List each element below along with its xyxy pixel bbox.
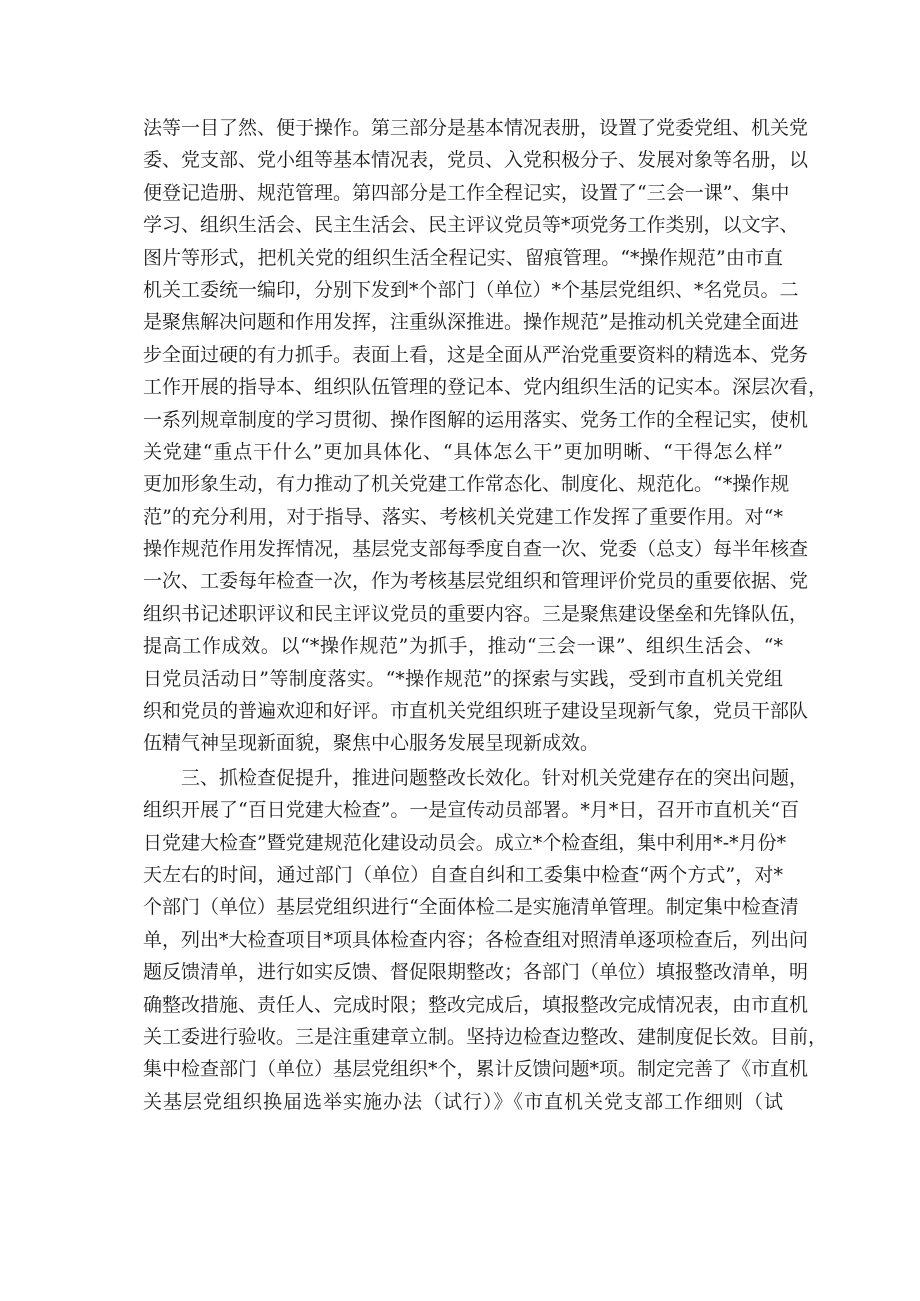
text-line: 一次、工委每年检查一次，作为考核基层党组织和管理评价党员的重要依据、党 bbox=[143, 570, 809, 593]
text-line: 委、党支部、党小组等基本情况表，党员、入党积极分子、发展对象等名册，以 bbox=[143, 149, 809, 172]
text-line: 组织开展了“百日党建大检查”。一是宣传动员部署。*月*日，召开市直机关“百 bbox=[143, 799, 800, 822]
text-line: 个部门（单位）基层党组织进行“全面体检二是实施清单管理。制定集中检查清 bbox=[143, 896, 799, 919]
paragraph-1 bbox=[143, 112, 828, 760]
text-line: 图片等形式，把机关党的组织生活全程记实、留痕管理。“*操作规范”由市直 bbox=[143, 246, 783, 269]
text-line: 题反馈清单，进行如实反馈、督促限期整改；各部门（单位）填报整改清单，明 bbox=[143, 961, 809, 984]
text-line: 集中检查部门（单位）基层党组织*个，累计反馈问题*项。制定完善了《市直机 bbox=[143, 1058, 809, 1081]
text-line: 法等一目了然、便于操作。第三部分是基本情况表册，设置了党委党组、机关党 bbox=[143, 117, 809, 139]
text-line: 关党建“重点干什么”更加具体化、“具体怎么干”更加明晰、“干得怎么样” bbox=[143, 440, 783, 463]
text-line: 日党员活动日”等制度落实。“*操作规范”的探索与实践，受到市直机关党组 bbox=[143, 667, 783, 690]
text-line: 是聚焦解决问题和作用发挥，注重纵深推进。操作规范”是推动机关党建全面进 bbox=[143, 311, 799, 334]
text-line: 单，列出*大检查项目*项具体检查内容；各检查组对照清单逐项检查后，列出问 bbox=[143, 928, 809, 951]
text-line: 确整改措施、责任人、完成时限；整改完成后，填报整改完成情况表，由市直机 bbox=[143, 993, 809, 1016]
text-line: 组织书记述职评议和民主评议党员的重要内容。三是聚焦建设堡垒和先锋队伍， bbox=[143, 602, 809, 625]
text-line: 一系列规章制度的学习贯彻、操作图解的运用落实、党务工作的全程记实，使机 bbox=[143, 408, 809, 431]
document-body bbox=[143, 112, 828, 1118]
text-line: 学习、组织生活会、民主生活会、民主评议党员等*项党务工作类别，以文字、 bbox=[143, 214, 799, 237]
text-line: 伍精气神呈现新面貌，聚焦中心服务发展呈现新成效。 bbox=[143, 732, 600, 755]
text-line: 步全面过硬的有力抓手。表面上看，这是全面从严治党重要资料的精选本、党务 bbox=[143, 343, 809, 366]
text-line: 三、抓检查促提升，推进问题整改长效化。针对机关党建存在的突出问题， bbox=[181, 766, 809, 789]
paragraph-2 bbox=[143, 762, 828, 1118]
text-line: 便登记造册、规范管理。第四部分是工作全程记实，设置了“三会一课”、集中 bbox=[143, 181, 790, 204]
text-line: 更加形象生动，有力推动了机关党建工作常态化、制度化、规范化。“*操作规 bbox=[143, 473, 790, 496]
text-line: 关基层党组织换届选举实施办法（试行）》《市直机关党支部工作细则（试 bbox=[143, 1090, 783, 1113]
text-line: 提高工作成效。以“*操作规范”为抓手，推动“三会一课”、组织生活会、“* bbox=[143, 635, 783, 658]
text-line: 机关工委统一编印，分别下发到*个部门（单位）*个基层党组织、*名党员。二 bbox=[143, 278, 799, 301]
text-line: 操作规范作用发挥情况，基层党支部每季度自查一次、党委（总支）每半年核查 bbox=[143, 538, 809, 561]
text-line: 天左右的时间，通过部门（单位）自查自纠和工委集中检查“两个方式”，对* bbox=[143, 863, 783, 886]
text-line: 关工委进行验收。三是注重建章立制。坚持边检查边整改、建制度促长效。目前， bbox=[143, 1025, 828, 1048]
text-line: 织和党员的普遍欢迎和好评。市直机关党组织班子建设呈现新气象，党员干部队 bbox=[143, 700, 809, 723]
text-line: 日党建大检查”暨党建规范化建设动员会。成立*个检查组，集中利用*-*月份* bbox=[143, 831, 787, 854]
text-line: 工作开展的指导本、组织队伍管理的登记本、党内组织生活的记实本。深层次看， bbox=[143, 376, 828, 399]
text-line: 范”的充分利用，对于指导、落实、考核机关党建工作发挥了重要作用。对“* bbox=[143, 505, 783, 528]
